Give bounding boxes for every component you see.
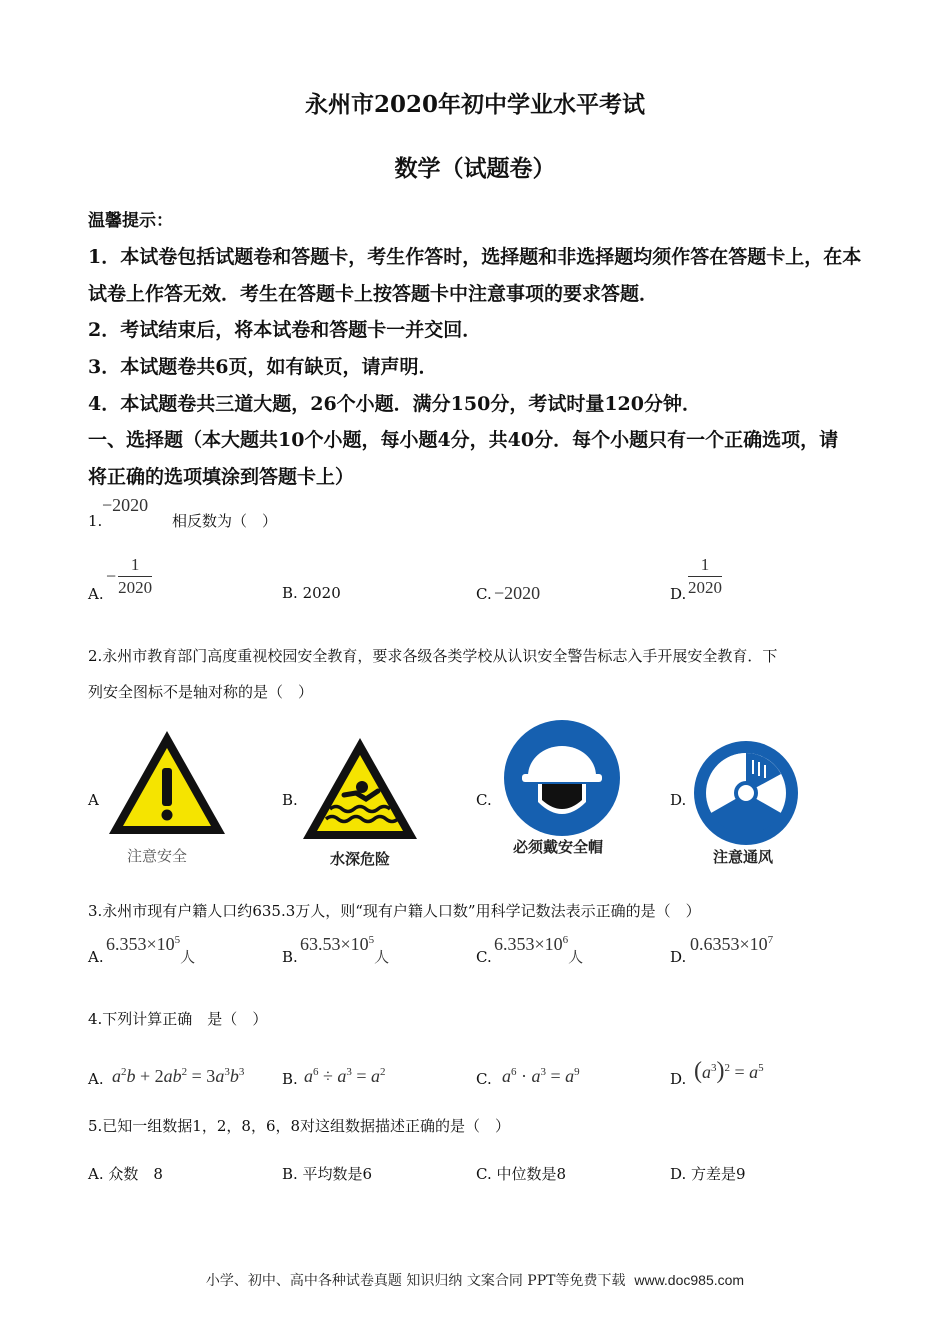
exam-subtitle: 数学（试题卷） — [394, 155, 556, 182]
q3-text: 3.永州市现有户籍人口约635.3万人，则“现有户籍人口数”用科学记数法表示正确的是（ ） — [88, 902, 701, 920]
deep-water-sign-icon — [300, 735, 420, 843]
footer-text: 小学、初中、高中各种试卷真题 知识归纳 文案合同 PPT等免费下载 — [205, 1273, 626, 1289]
q4-option-c-label: C. — [476, 1070, 492, 1088]
q3-option-b-label: B. — [282, 948, 298, 966]
tip-4: 4．本试题卷共三道大题，26个小题．满分150分，考试时量120分钟． — [88, 393, 701, 415]
section-heading-line-2: 将正确的选项填涂到答题卡上） — [88, 466, 355, 488]
q4-text: 4.下列计算正确 是（ ） — [88, 1010, 268, 1028]
q4-option-d-label: D. — [670, 1070, 687, 1088]
q5-text: 5.已知一组数据1，2，8，6，8对这组数据描述正确的是（ ） — [88, 1117, 511, 1135]
section-heading-line-1: 一、选择题（本大题共10个小题，每小题4分，共40分．每个小题只有一个正确选项，请 — [88, 429, 839, 451]
hard-hat-sign-icon — [502, 718, 622, 838]
q4-option-c-value: $a^6 \cdot a^3 = a^9$ — [502, 1066, 580, 1086]
q1-option-c-label: C. — [476, 585, 492, 603]
q3-option-b-value: $63.53\times 10^5_人$ — [300, 934, 390, 966]
q5-option-c: C. 中位数是8 — [476, 1165, 567, 1183]
q2-option-a-label: A — [88, 791, 99, 809]
q1-option-c-value: −2020 — [494, 583, 541, 603]
q3-option-a-label: A. — [88, 948, 104, 966]
page-footer — [0, 1270, 950, 1290]
q5-option-d: D. 方差是9 — [670, 1165, 746, 1183]
q2-option-d-caption: 注意通风 — [712, 848, 773, 866]
q2-option-d-label: D. — [670, 791, 687, 809]
q2-option-b-caption: 水深危险 — [329, 850, 390, 868]
tip-1-line-2: 试卷上作答无效．考生在答题卡上按答题卡中注意事项的要求答题． — [88, 283, 659, 305]
q1-option-a-value: − $\frac{1}{2020}$ — [106, 555, 153, 597]
q1-text: 相反数为（ ） — [172, 512, 278, 530]
q2-text-line-2: 列安全图标不是轴对称的是（ ） — [88, 683, 314, 701]
q5-option-a: A. 众数 8 — [88, 1165, 163, 1183]
q2-option-a-caption: 注意安全 — [126, 847, 187, 865]
q1-option-b: B. 2020 — [282, 584, 341, 602]
caution-sign-icon — [106, 728, 228, 838]
tip-3: 3．本试题卷共6页，如有缺页，请声明． — [88, 356, 438, 378]
q2-option-c-caption: 必须戴安全帽 — [512, 838, 603, 856]
q3-option-c-label: C. — [476, 948, 492, 966]
q4-option-b-label: B. — [282, 1070, 298, 1088]
q3-option-c-value: $6.353\times 10^6_人$ — [494, 934, 584, 966]
exam-title: 永州市2020年初中学业水平考试 — [304, 91, 645, 118]
q1-option-d-value: $\frac{1}{2020}$ — [688, 555, 722, 597]
tip-1-line-1: 1．本试卷包括试题卷和答题卡，考生作答时，选择题和非选择题均须作答在答题卡上，在本 — [88, 246, 862, 268]
q2-text-line-1: 2.永州市教育部门高度重视校园安全教育，要求各级各类学校从认识安全警告标志入手开展安全教育．下 — [88, 647, 778, 665]
q4-option-b-value: $a^6 \div a^3 = a^2$ — [304, 1066, 386, 1086]
q4-option-d-value: $(a^3)^2 = a^5$ — [694, 1058, 764, 1084]
q1-option-d-label: D. — [670, 585, 687, 603]
q1-number: 1. — [88, 512, 103, 530]
footer-url[interactable]: www.doc985.com — [634, 1272, 745, 1288]
q2-option-b-label: B. — [282, 791, 298, 809]
tip-2: 2．考试结束后，将本试卷和答题卡一并交回． — [88, 319, 482, 341]
q3-option-d-label: D. — [670, 948, 687, 966]
q1-expression: −2020 — [102, 495, 149, 515]
q4-option-a-value: $a^2b + 2ab^2 = 3a^3b^3$ — [112, 1066, 245, 1086]
q4-option-a-label: A. — [88, 1070, 104, 1088]
q5-option-b: B. 平均数是6 — [282, 1165, 373, 1183]
q1-option-a-label: A. — [88, 585, 104, 603]
q3-option-a-value: $6.353\times 10^5_人$ — [106, 934, 196, 966]
tips-heading: 温馨提示： — [88, 211, 173, 231]
ventilation-sign-icon — [693, 740, 799, 846]
q2-option-c-label: C. — [476, 791, 492, 809]
q3-option-d-value: $0.6353\times 10^7$ — [690, 934, 774, 954]
